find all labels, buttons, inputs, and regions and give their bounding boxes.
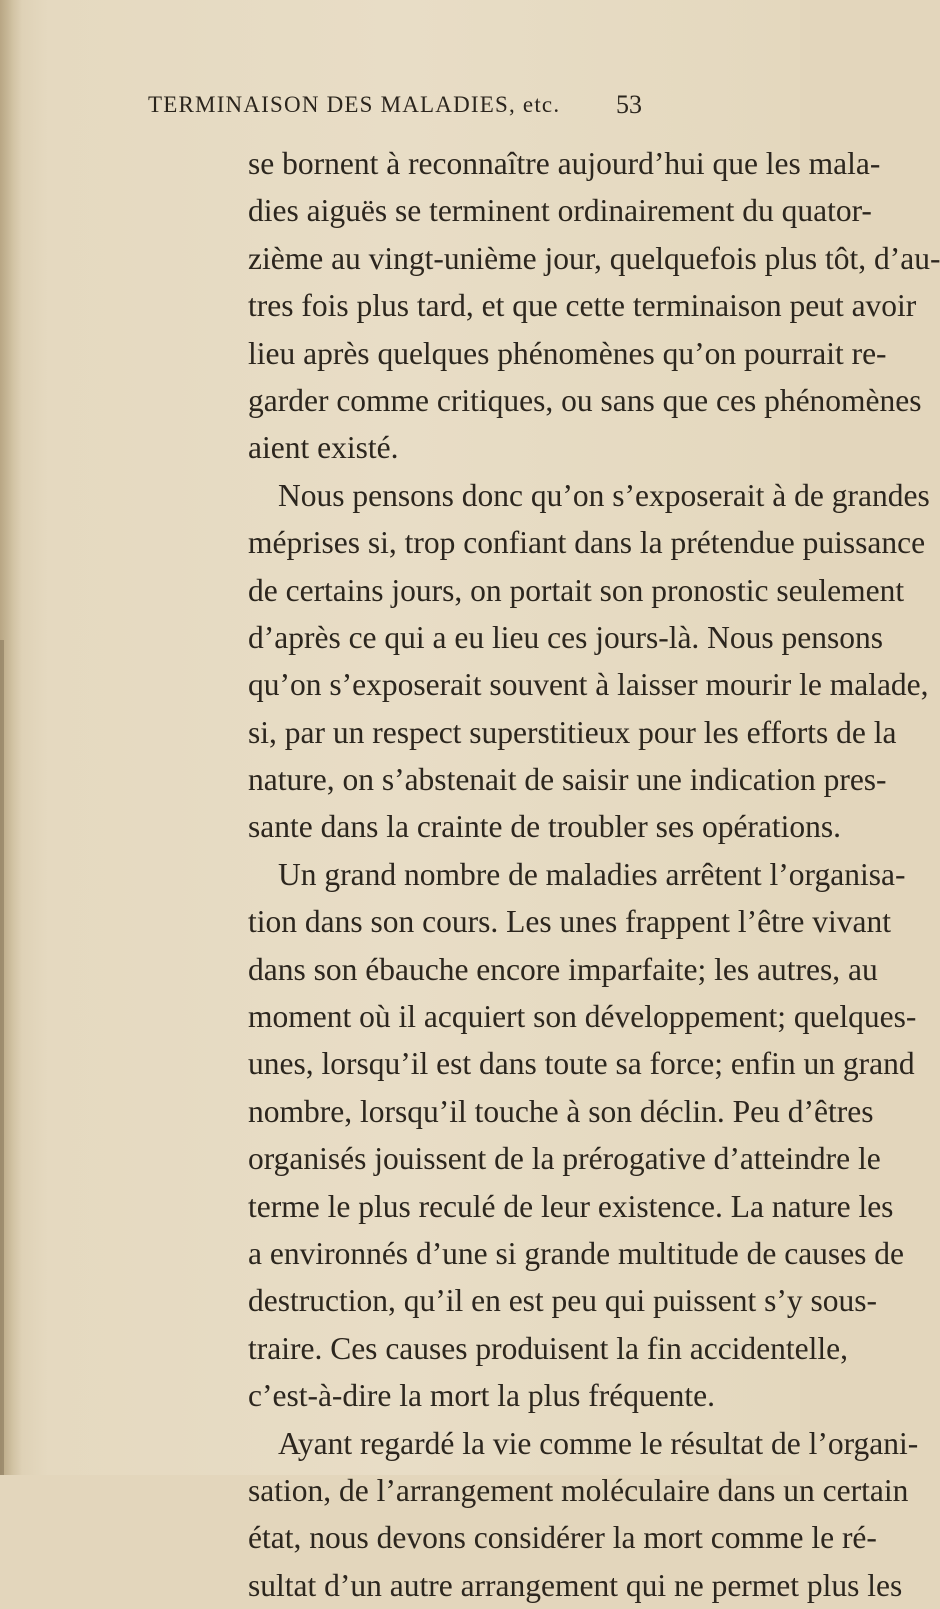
text-line: a environnés d’une si grande multitude de causes de <box>248 1235 905 1271</box>
text-line: lieu après quelques phénomènes qu’on pourrait re- <box>248 335 887 371</box>
text-line: si, par un respect superstitieux pour les efforts de la <box>248 714 897 750</box>
text-line: nombre, lorsqu’il touche à son déclin. Peu d’êtres <box>248 1093 874 1129</box>
body-text <box>248 140 940 1609</box>
text-line: traire. Ces causes produisent la fin accidentelle, <box>248 1330 849 1366</box>
text-line: nature, on s’abstenait de saisir une indication pres- <box>248 762 887 798</box>
text-line: unes, lorsqu’il est dans toute sa force; enfin un grand <box>248 1046 915 1082</box>
running-title: TERMINAISON DES MALADIES, etc. <box>148 92 561 117</box>
text-line: aient existé. <box>248 430 399 466</box>
text-line: tion dans son cours. Les unes frappent l’être vivant <box>248 904 891 940</box>
page-number: 53 <box>616 90 642 119</box>
text-line: d’après ce qui a eu lieu ces jours-là. Nous pensons <box>248 619 884 655</box>
text-line: méprises si, trop confiant dans la prétendue puissance <box>248 525 926 561</box>
text-line: Un grand nombre de maladies arrêtent l’organisa- <box>278 856 906 892</box>
text-line: garder comme critiques, ou sans que ces phénomènes <box>248 382 922 418</box>
text-line: zième au vingt-unième jour, quelquefois plus tôt, d’au- <box>248 240 940 276</box>
text-line: sante dans la crainte de troubler ses opérations. <box>248 809 842 845</box>
text-line: tres fois plus tard, et que cette terminaison peut avoir <box>248 288 917 324</box>
page-edge <box>0 640 4 1475</box>
text-line: se bornent à reconnaître aujourd’hui que les mala- <box>248 146 881 181</box>
text-line: qu’on s’exposerait souvent à laisser mourir le malade, <box>248 667 929 703</box>
running-header <box>148 92 668 132</box>
text-line: dies aiguës se terminent ordinairement du quator- <box>248 193 872 229</box>
text-line: destruction, qu’il en est peu qui puissent s’y sous- <box>248 1283 878 1319</box>
text-line: Ayant regardé la vie comme le résultat de l’organi- <box>278 1425 919 1461</box>
text-line: Nous pensons donc qu’on s’exposerait à de grandes <box>278 477 930 513</box>
text-line: c’est-à-dire la mort la plus fréquente. <box>248 1378 716 1414</box>
text-line: organisés jouissent de la prérogative d’atteindre le <box>248 1141 881 1177</box>
text-line: dans son ébauche encore imparfaite; les autres, au <box>248 951 878 987</box>
text-line: terme le plus reculé de leur existence. La nature les <box>248 1188 894 1224</box>
text-line: sation, de l’arrangement moléculaire dans un certain <box>248 1472 909 1508</box>
text-line: sultat d’un autre arrangement qui ne permet plus les <box>248 1567 903 1603</box>
text-line: de certains jours, on portait son pronostic seulement <box>248 572 905 608</box>
text-line: état, nous devons considérer la mort comme le ré- <box>248 1520 877 1556</box>
text-line: moment où il acquiert son développement; quelques- <box>248 999 917 1035</box>
